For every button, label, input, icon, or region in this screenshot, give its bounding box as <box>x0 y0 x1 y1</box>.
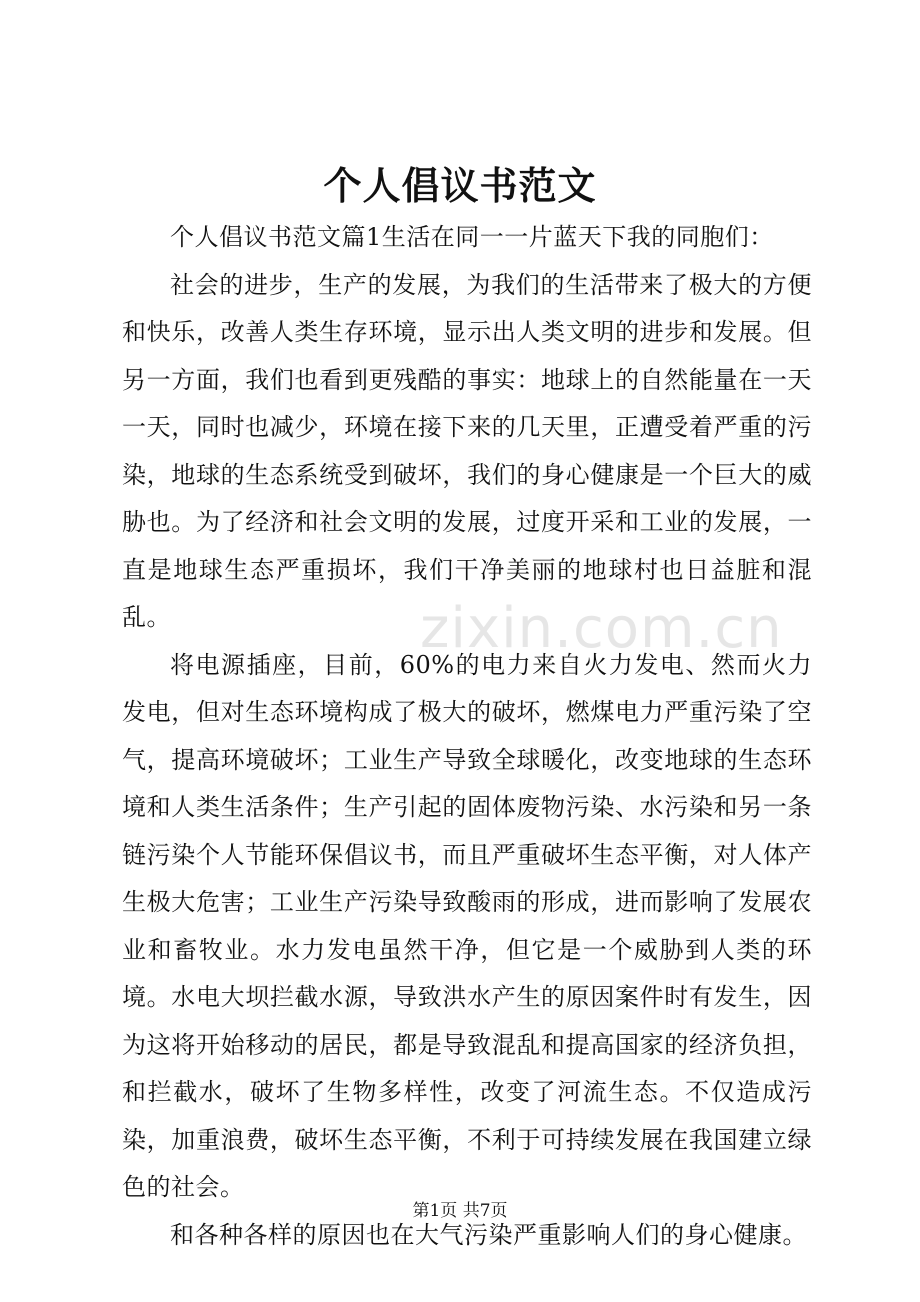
paragraph-intro: 个人倡议书范文篇1生活在同一一片蓝天下我的同胞们： <box>170 223 774 251</box>
paragraph-air-pollution: 和各种各样的原因也在大气污染严重影响人们的身心健康。 <box>170 1220 807 1249</box>
document-body <box>122 214 812 1259</box>
watermark: zixin.com.cn <box>420 596 783 661</box>
paragraph-power: 将电源插座，目前，60%的电力来自火力发电、然而火力发电，但对生态环境构成了极大的破坏，燃煤电力严重污染了空气，提高环境破坏；工业生产导致全球暖化，改变地球的生态环境和人类生活条件；生产引起的固体废物污染、水污染和另一条链污染个人节能环保倡议书，而且严重破坏生态平衡，对人体产生极大危害；工业生产污染导致酸雨的形成，进而影响了发展农业和畜牧业。水力发电虽然干净，但它是一个威胁到人类的环境。水电大坝拦截水源，导致洪水产生的原因案件时有发生，因为这将开始移动的居民，都是导致混乱和提高国家的经济负担，和拦截水，破坏了生物多样性，改变了河流生态。不仅造成污染，加重浪费，破坏生态平衡，不利于可持续发展在我国建立绿色的社会。 <box>122 650 812 1201</box>
page-footer: 第1页 共7页 <box>412 1201 508 1221</box>
paragraph-society: 社会的进步，生产的发展，为我们的生活带来了极大的方便和快乐，改善人类生存环境，显示出人类文明的进步和发展。但另一方面，我们也看到更残酷的事实：地球上的自然能量在一天一天，同时也减少，环境在接下来的几天里，正遭受着严重的污染，地球的生态系统受到破坏，我们的身心健康是一个巨大的威胁也。为了经济和社会文明的发展，过度开采和工业的发展，一直是地球生态严重损坏，我们干净美丽的地球村也日益脏和混乱。 <box>122 270 812 631</box>
document-title: 个人倡议书范文 <box>323 163 597 208</box>
